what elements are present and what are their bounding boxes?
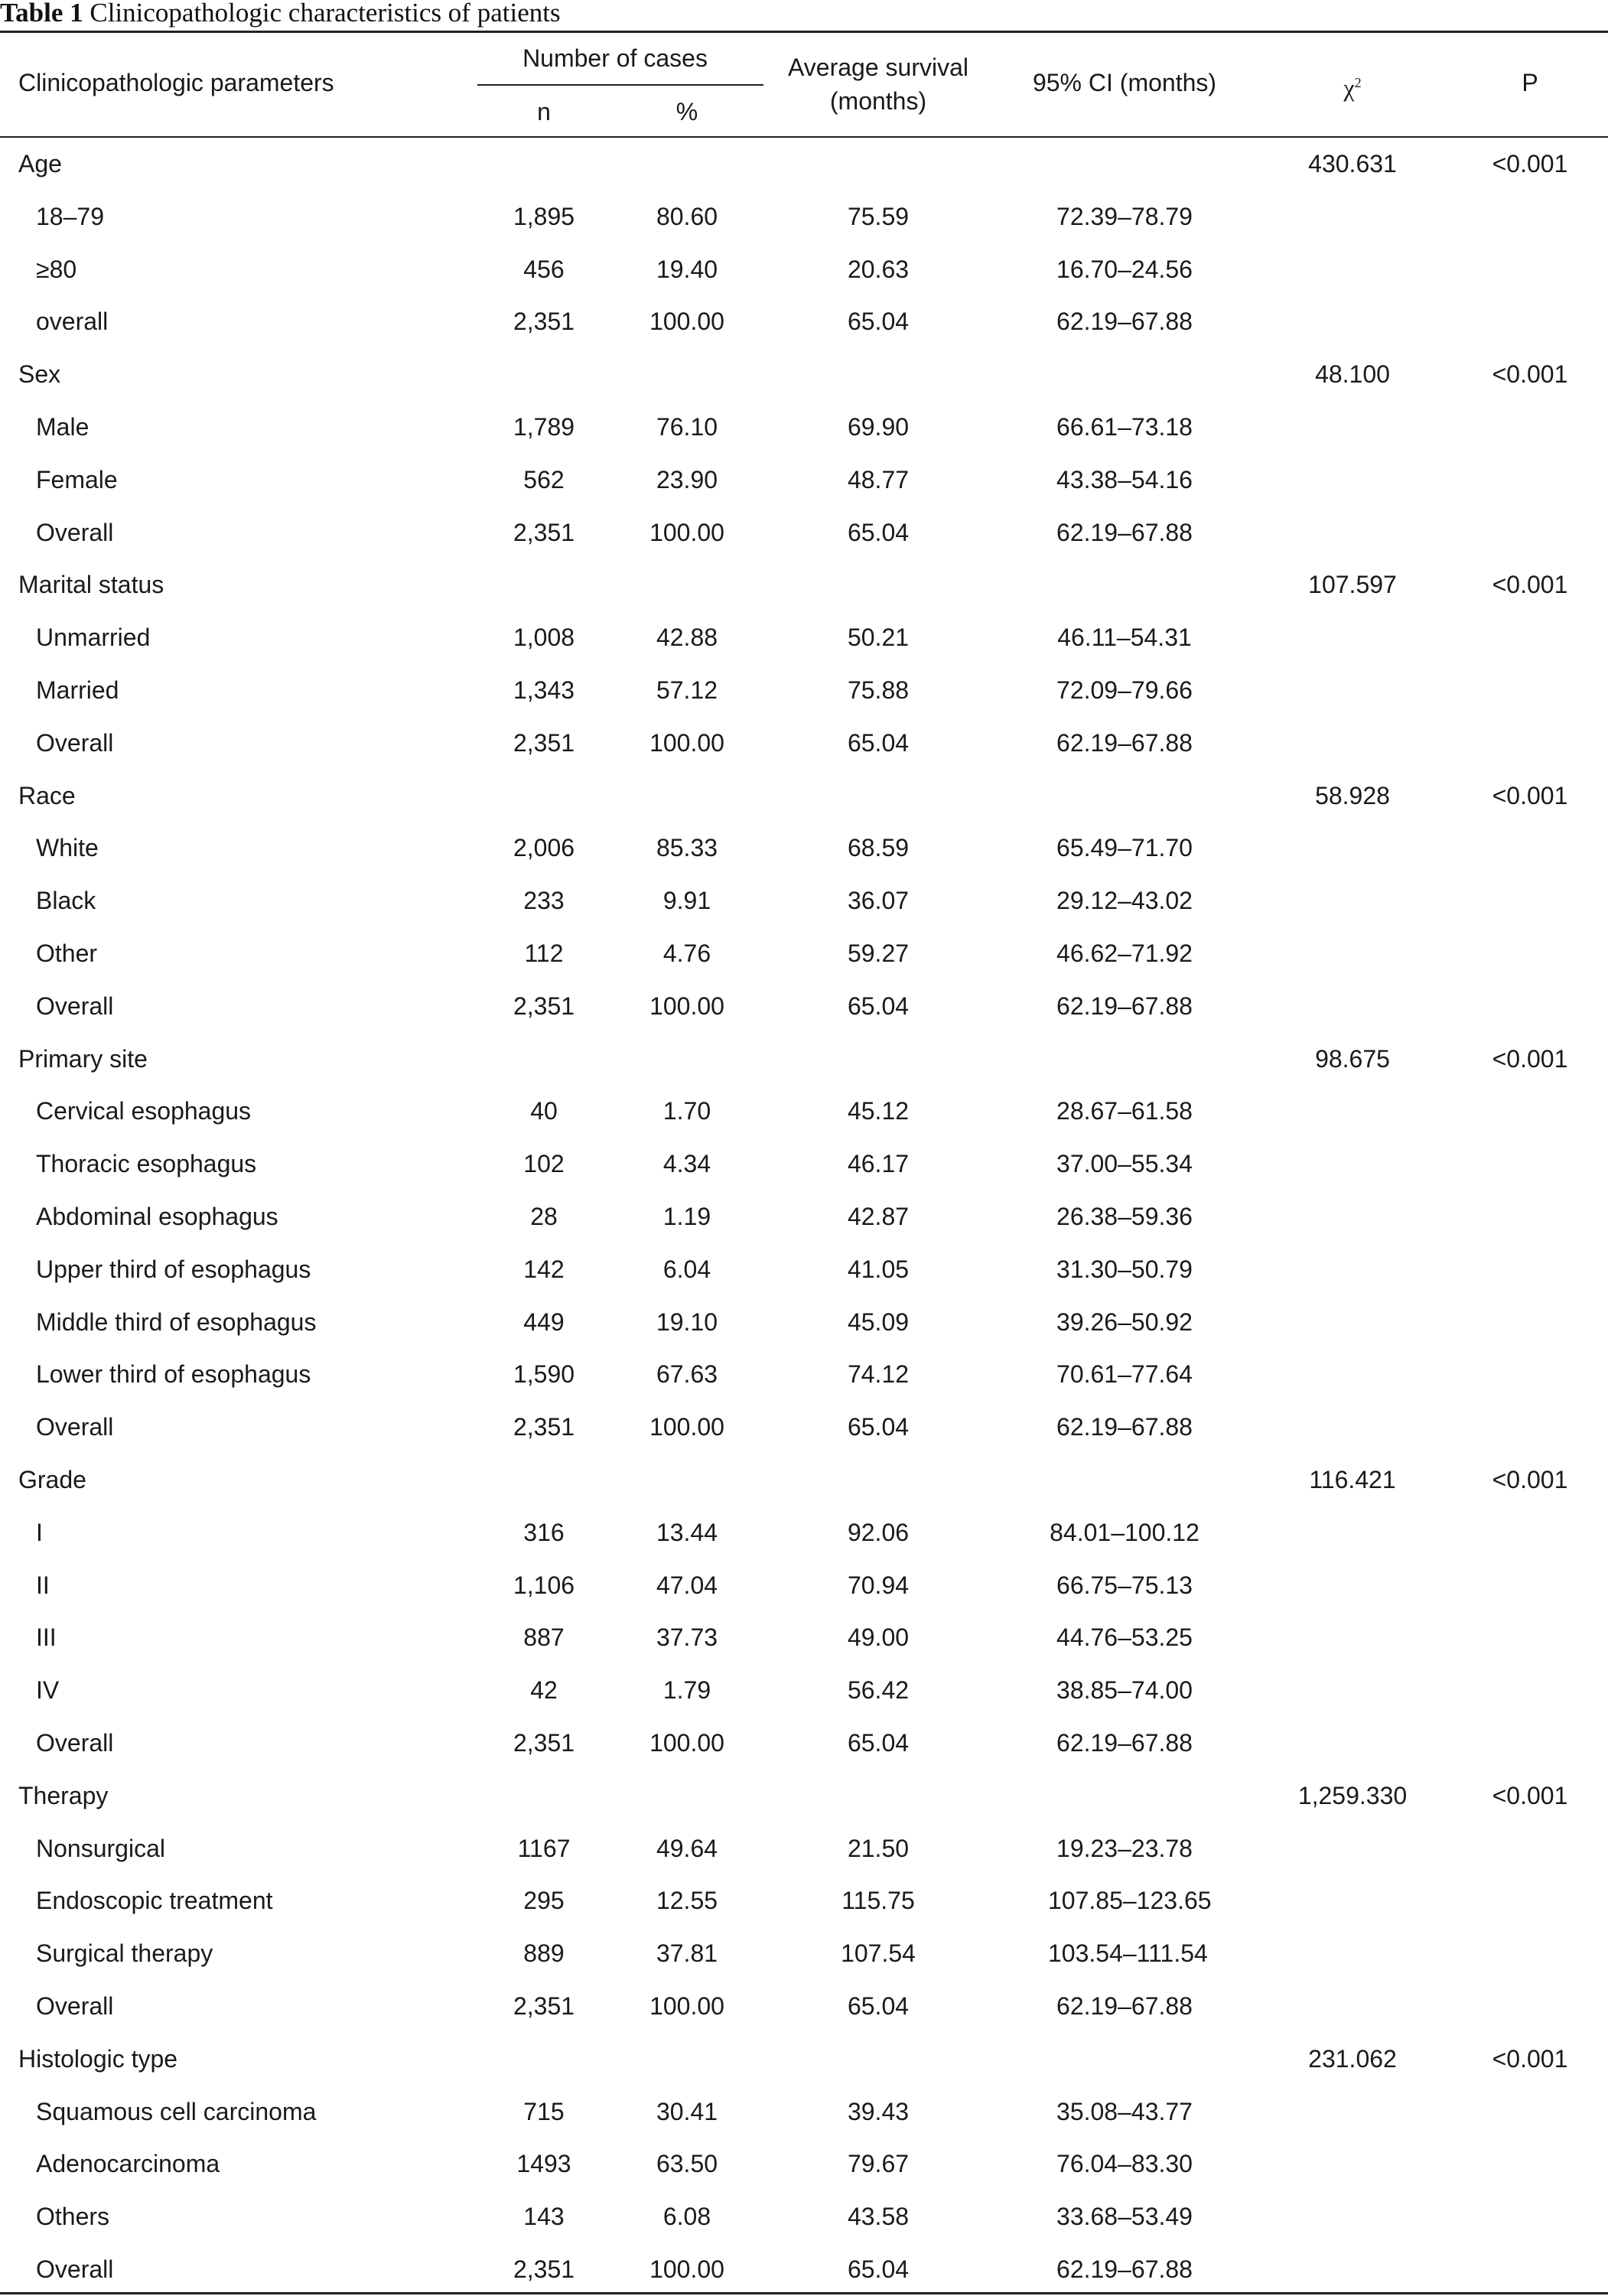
cell-n: 1,590 <box>513 1360 575 1389</box>
cell-percent: 37.73 <box>656 1623 718 1652</box>
cell-ci: 44.76–53.25 <box>1056 1623 1193 1652</box>
row-label: Overall <box>36 1992 114 2020</box>
cell-ci: 107.85–123.65 <box>1048 1887 1212 1915</box>
row-label: 18–79 <box>36 202 104 230</box>
table-row <box>0 506 1608 559</box>
cell-percent: 49.64 <box>656 1834 718 1862</box>
cell-n: 2,351 <box>513 2255 575 2283</box>
cell-n: 1,343 <box>513 676 575 704</box>
header-number-of-cases: Number of cases <box>522 44 708 72</box>
cell-percent: 100.00 <box>649 518 724 546</box>
table-row <box>0 1190 1608 1243</box>
header-parameters: Clinicopathologic parameters <box>18 69 334 96</box>
cell-percent: 100.00 <box>649 1992 724 2020</box>
row-label: overall <box>36 308 109 336</box>
row-label: Overall <box>36 1729 114 1757</box>
cell-ci: 37.00–55.34 <box>1056 1150 1193 1178</box>
header-average-survival-line2: (months) <box>829 87 927 115</box>
cell-percent: 4.76 <box>662 940 711 967</box>
cell-percent: 57.12 <box>656 676 718 704</box>
cell-average-survival: 75.88 <box>847 676 910 704</box>
table-group-row <box>0 1454 1608 1506</box>
cell-percent: 6.08 <box>662 2203 711 2231</box>
header-n: n <box>537 98 551 125</box>
cell-chi-square: 58.928 <box>1315 781 1390 809</box>
row-label: Histologic type <box>18 2044 178 2073</box>
cell-n: 2,006 <box>513 834 575 862</box>
table-group-row <box>0 2033 1608 2086</box>
cell-percent: 23.90 <box>656 465 718 493</box>
cell-average-survival: 65.04 <box>847 1413 910 1441</box>
cell-average-survival: 79.67 <box>847 2150 910 2178</box>
cell-ci: 66.75–75.13 <box>1056 1571 1193 1599</box>
cell-ci: 62.19–67.88 <box>1056 518 1193 546</box>
cell-average-survival: 48.77 <box>847 465 910 493</box>
cell-ci: 29.12–43.02 <box>1056 887 1193 915</box>
table-row <box>0 191 1608 243</box>
cell-percent: 13.44 <box>656 1518 718 1546</box>
table-row <box>0 1822 1608 1875</box>
cell-percent: 100.00 <box>649 1729 724 1757</box>
cell-average-survival: 75.59 <box>847 202 910 230</box>
cell-n: 449 <box>523 1308 565 1336</box>
table-row <box>0 2190 1608 2243</box>
row-label: Adenocarcinoma <box>36 2150 220 2178</box>
cell-average-survival: 68.59 <box>847 834 910 862</box>
cell-p-value: <0.001 <box>1492 571 1568 599</box>
cell-average-survival: 65.04 <box>847 1992 910 2020</box>
cell-p-value: <0.001 <box>1492 1781 1568 1809</box>
row-label: ≥80 <box>36 255 77 283</box>
table-row <box>0 1506 1608 1559</box>
cell-ci: 62.19–67.88 <box>1056 2255 1193 2283</box>
cell-percent: 85.33 <box>656 834 718 862</box>
row-label: Sex <box>18 360 61 389</box>
cell-percent: 19.40 <box>656 255 718 283</box>
row-label: Overall <box>36 2255 114 2283</box>
cell-percent: 100.00 <box>649 308 724 336</box>
cell-average-survival: 43.58 <box>847 2203 910 2231</box>
cell-average-survival: 45.12 <box>847 1097 910 1125</box>
row-label: White <box>36 834 99 862</box>
cell-ci: 33.68–53.49 <box>1056 2203 1193 2231</box>
row-label: Squamous cell carcinoma <box>36 2097 317 2125</box>
header-cases-rule <box>477 84 763 86</box>
cell-average-survival: 42.87 <box>847 1203 910 1230</box>
cell-n: 142 <box>523 1255 565 1283</box>
row-label: Black <box>36 887 96 915</box>
cell-average-survival: 65.04 <box>847 2255 910 2283</box>
cell-ci: 16.70–24.56 <box>1056 255 1193 283</box>
row-label: Other <box>36 940 98 967</box>
table-row <box>0 401 1608 454</box>
cell-ci: 39.26–50.92 <box>1056 1308 1193 1336</box>
cell-ci: 65.49–71.70 <box>1056 834 1193 862</box>
row-label: Age <box>18 150 62 177</box>
table-row <box>0 1296 1608 1349</box>
cell-p-value: <0.001 <box>1492 150 1568 177</box>
table-row <box>0 1085 1608 1138</box>
cell-ci: 26.38–59.36 <box>1056 1203 1193 1230</box>
row-label: IV <box>36 1676 60 1705</box>
table-row <box>0 243 1608 296</box>
cell-chi-square: 1,259.330 <box>1297 1781 1408 1809</box>
table-row <box>0 717 1608 770</box>
cell-average-survival: 49.00 <box>847 1623 910 1652</box>
cell-n: 1,008 <box>513 624 575 652</box>
table-row <box>0 295 1608 348</box>
row-label: I <box>36 1518 43 1546</box>
cell-percent: 4.34 <box>662 1150 711 1178</box>
cell-n: 28 <box>530 1203 558 1230</box>
row-label: Overall <box>36 518 114 546</box>
cell-n: 316 <box>523 1518 565 1546</box>
cell-chi-square: 48.100 <box>1315 360 1390 389</box>
row-label: Unmarried <box>36 624 151 652</box>
cell-average-survival: 65.04 <box>847 518 910 546</box>
cell-chi-square: 430.631 <box>1308 150 1397 177</box>
cell-percent: 6.04 <box>662 1255 711 1283</box>
cell-n: 2,351 <box>513 1729 575 1757</box>
cell-chi-square: 116.421 <box>1309 1466 1396 1493</box>
cell-ci: 72.39–78.79 <box>1056 202 1193 230</box>
cell-ci: 35.08–43.77 <box>1056 2097 1193 2125</box>
row-label: Overall <box>36 1413 114 1441</box>
table-caption-text: Clinicopathologic characteristics of patients <box>90 0 561 28</box>
cell-n: 456 <box>523 255 565 283</box>
table-row <box>0 1243 1608 1296</box>
cell-n: 1167 <box>517 1834 571 1862</box>
table-row <box>0 1980 1608 2033</box>
cell-ci: 28.67–61.58 <box>1056 1097 1193 1125</box>
table-row <box>0 822 1608 874</box>
cell-percent: 37.81 <box>656 1939 718 1968</box>
row-label: Female <box>36 465 118 493</box>
cell-n: 2,351 <box>513 992 575 1020</box>
cell-n: 2,351 <box>513 1992 575 2020</box>
row-label: III <box>36 1623 57 1652</box>
cell-chi-square: 107.597 <box>1308 571 1397 599</box>
table-row <box>0 454 1608 506</box>
cell-percent: 100.00 <box>649 728 724 757</box>
cell-p-value: <0.001 <box>1492 781 1568 809</box>
cell-ci: 46.62–71.92 <box>1056 940 1193 967</box>
cell-n: 562 <box>523 465 565 493</box>
cell-n: 1,895 <box>513 202 575 230</box>
table-row <box>0 611 1608 664</box>
table-row <box>0 874 1608 927</box>
table-row <box>0 1874 1608 1927</box>
row-label: Race <box>18 781 76 809</box>
cell-n: 112 <box>524 940 564 967</box>
cell-n: 1,789 <box>513 413 575 441</box>
cell-average-survival: 20.63 <box>847 255 910 283</box>
cell-average-survival: 56.42 <box>847 1676 910 1705</box>
cell-ci: 103.54–111.54 <box>1048 1939 1208 1968</box>
cell-percent: 80.60 <box>656 202 718 230</box>
row-label: Male <box>36 413 90 441</box>
cell-ci: 62.19–67.88 <box>1056 1992 1193 2020</box>
header-ci: 95% CI (months) <box>1032 69 1217 96</box>
cell-percent: 100.00 <box>649 1413 724 1441</box>
cell-average-survival: 107.54 <box>841 1939 916 1968</box>
cell-percent: 76.10 <box>656 413 718 441</box>
row-label: Others <box>36 2203 110 2231</box>
table-row <box>0 1559 1608 1612</box>
cell-n: 102 <box>523 1150 565 1178</box>
cell-average-survival: 41.05 <box>847 1255 910 1283</box>
cell-average-survival: 21.50 <box>847 1834 910 1862</box>
cell-ci: 62.19–67.88 <box>1056 992 1193 1020</box>
table-group-row <box>0 348 1608 401</box>
cell-ci: 72.09–79.66 <box>1056 676 1193 704</box>
cell-percent: 12.55 <box>656 1887 718 1915</box>
cell-ci: 66.61–73.18 <box>1056 413 1193 441</box>
cell-n: 2,351 <box>513 308 575 336</box>
row-label: Surgical therapy <box>36 1939 213 1968</box>
cell-percent: 63.50 <box>656 2150 718 2178</box>
cell-ci: 38.85–74.00 <box>1056 1676 1193 1705</box>
cell-ci: 43.38–54.16 <box>1056 465 1193 493</box>
cell-ci: 76.04–83.30 <box>1056 2150 1193 2178</box>
table-group-row <box>0 770 1608 822</box>
cell-p-value: <0.001 <box>1492 1466 1568 1493</box>
table-row <box>0 927 1608 980</box>
cell-n: 295 <box>523 1887 565 1915</box>
cell-average-survival: 45.09 <box>847 1308 910 1336</box>
cell-ci: 70.61–77.64 <box>1056 1360 1193 1389</box>
table-row <box>0 1717 1608 1770</box>
row-label: Cervical esophagus <box>36 1097 252 1125</box>
table-row <box>0 1138 1608 1190</box>
cell-percent: 100.00 <box>649 2255 724 2283</box>
row-label: Nonsurgical <box>36 1834 165 1862</box>
cell-ci: 19.23–23.78 <box>1056 1834 1193 1862</box>
cell-average-survival: 50.21 <box>847 624 910 652</box>
table-row <box>0 980 1608 1033</box>
cell-n: 889 <box>523 1939 565 1968</box>
header-average-survival-line1: Average survival <box>788 54 968 81</box>
table-row <box>0 2243 1608 2296</box>
table-row <box>0 1401 1608 1454</box>
cell-n: 887 <box>523 1623 565 1652</box>
table-group-row <box>0 559 1608 611</box>
cell-ci: 62.19–67.88 <box>1056 1729 1193 1757</box>
cell-n: 715 <box>523 2097 565 2125</box>
row-label: Overall <box>36 728 114 757</box>
cell-n: 233 <box>523 887 565 915</box>
cell-average-survival: 65.04 <box>847 1729 910 1757</box>
cell-n: 42 <box>530 1676 558 1705</box>
cell-p-value: <0.001 <box>1492 1044 1568 1073</box>
row-label: Lower third of esophagus <box>36 1360 311 1389</box>
cell-n: 40 <box>530 1097 558 1125</box>
cell-n: 1,106 <box>513 1571 575 1599</box>
table-top-rule <box>0 31 1608 33</box>
cell-average-survival: 59.27 <box>847 940 910 967</box>
cell-average-survival: 65.04 <box>847 728 910 757</box>
cell-ci: 62.19–67.88 <box>1056 1413 1193 1441</box>
cell-percent: 42.88 <box>656 624 718 652</box>
header-percent: % <box>675 98 698 125</box>
cell-percent: 1.19 <box>662 1203 711 1230</box>
row-label: Middle third of esophagus <box>36 1308 317 1336</box>
table-caption-label: Table 1 <box>0 0 83 28</box>
cell-average-survival: 46.17 <box>847 1150 910 1178</box>
cell-n: 143 <box>523 2203 565 2231</box>
table-caption <box>0 0 561 31</box>
table-row <box>0 664 1608 717</box>
cell-average-survival: 92.06 <box>847 1518 910 1546</box>
table-row <box>0 1348 1608 1401</box>
table-bottom-rule <box>0 2292 1608 2294</box>
cell-p-value: <0.001 <box>1492 2044 1568 2073</box>
row-label: II <box>36 1571 50 1599</box>
cell-chi-square: 98.675 <box>1315 1044 1390 1073</box>
cell-p-value: <0.001 <box>1492 360 1568 389</box>
cell-percent: 1.70 <box>662 1097 711 1125</box>
table-row <box>0 1611 1608 1664</box>
cell-average-survival: 65.04 <box>847 992 910 1020</box>
header-chi-square <box>1276 66 1429 105</box>
cell-average-survival: 69.90 <box>847 413 910 441</box>
cell-percent: 1.79 <box>662 1676 711 1705</box>
table-row <box>0 2138 1608 2190</box>
cell-average-survival: 65.04 <box>847 308 910 336</box>
table-group-row <box>0 1033 1608 1086</box>
table-group-row <box>0 1770 1608 1822</box>
cell-percent: 30.41 <box>656 2097 718 2125</box>
cell-percent: 47.04 <box>656 1571 718 1599</box>
cell-n: 2,351 <box>513 728 575 757</box>
row-label: Married <box>36 676 119 704</box>
cell-average-survival: 74.12 <box>847 1360 910 1389</box>
cell-ci: 46.11–54.31 <box>1057 624 1192 652</box>
row-label: Grade <box>18 1466 86 1493</box>
cell-average-survival: 39.43 <box>847 2097 910 2125</box>
cell-n: 1493 <box>516 2150 571 2178</box>
cell-chi-square: 231.062 <box>1308 2044 1397 2073</box>
cell-ci: 31.30–50.79 <box>1056 1255 1193 1283</box>
row-label: Therapy <box>18 1781 109 1809</box>
row-label: Primary site <box>18 1044 148 1073</box>
row-label: Endoscopic treatment <box>36 1887 273 1915</box>
table-group-row <box>0 138 1608 191</box>
cell-n: 2,351 <box>513 1413 575 1441</box>
row-label: Thoracic esophagus <box>36 1150 257 1178</box>
row-label: Marital status <box>18 571 164 599</box>
header-chi-symbol: χ <box>1343 73 1355 102</box>
table-row <box>0 1664 1608 1717</box>
cell-percent: 100.00 <box>649 992 724 1020</box>
cell-percent: 67.63 <box>656 1360 718 1389</box>
cell-ci: 84.01–100.12 <box>1050 1518 1199 1546</box>
table-row <box>0 1927 1608 1980</box>
header-p: P <box>1522 69 1538 96</box>
cell-average-survival: 70.94 <box>847 1571 910 1599</box>
cell-ci: 62.19–67.88 <box>1056 728 1193 757</box>
row-label: Abdominal esophagus <box>36 1203 278 1230</box>
cell-n: 2,351 <box>513 518 575 546</box>
cell-average-survival: 36.07 <box>847 887 910 915</box>
cell-ci: 62.19–67.88 <box>1056 308 1193 336</box>
row-label: Upper third of esophagus <box>36 1255 311 1283</box>
row-label: Overall <box>36 992 114 1020</box>
header-average-survival <box>763 50 993 118</box>
header-chi-superscript: 2 <box>1354 75 1362 90</box>
cell-percent: 19.10 <box>656 1308 718 1336</box>
table-row <box>0 2086 1608 2138</box>
cell-average-survival: 115.75 <box>841 1887 915 1915</box>
cell-percent: 9.91 <box>662 887 711 915</box>
